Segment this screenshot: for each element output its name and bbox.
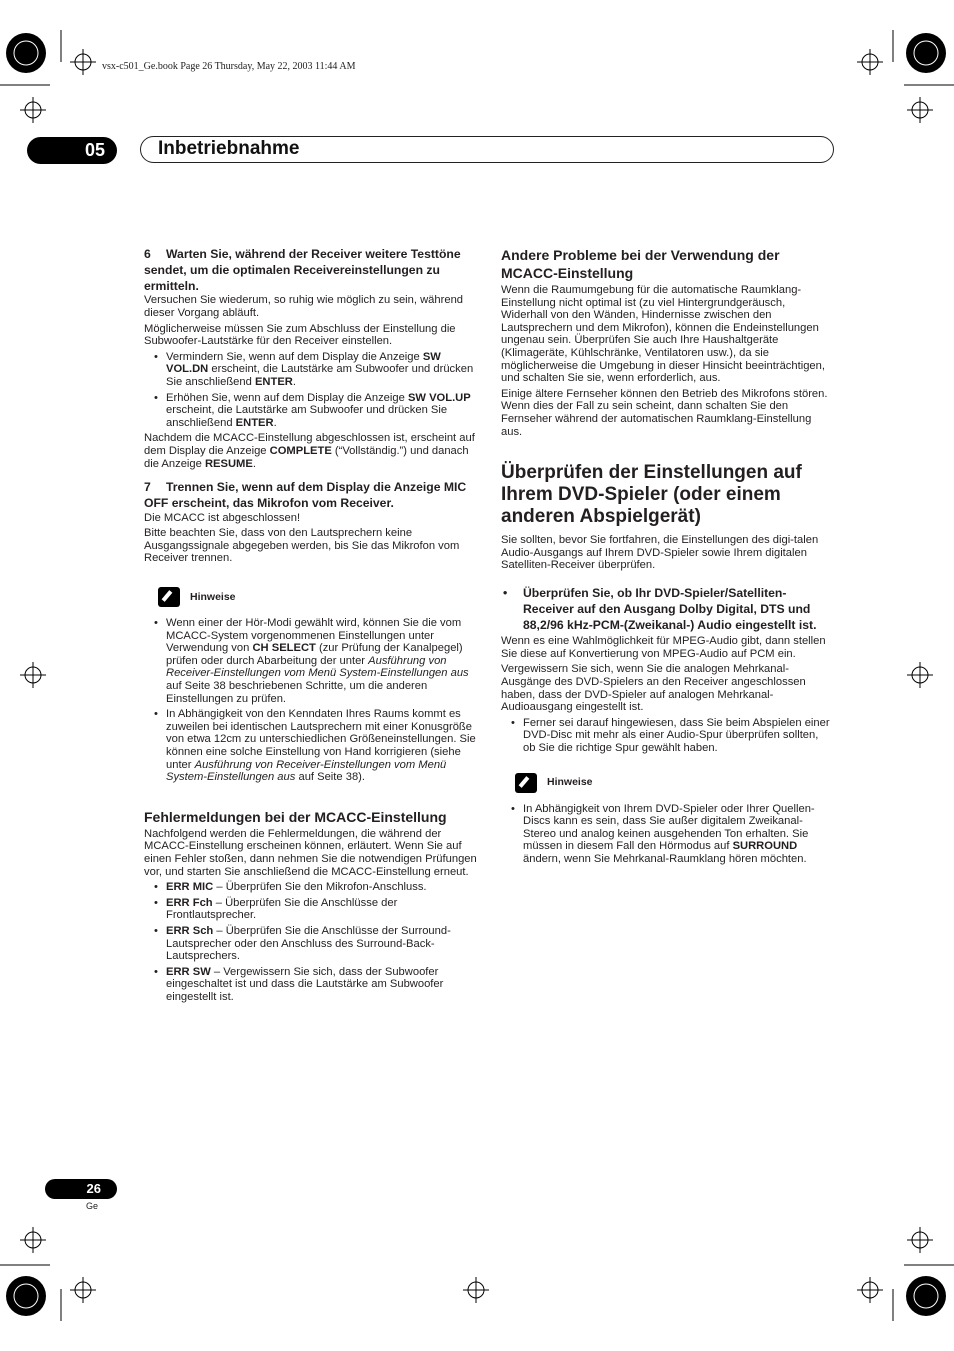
list-item: • Ferner sei darauf hingewiesen, dass Sie beim Abspielen einer DVD-Disc mit mehr als einer Audio-Spur überprüfen sollten, ob Sie die richtige Spur gewählt haben.	[501, 717, 833, 755]
list-item: • In Abhängigkeit von den Kenndaten Ihres Raums kommt es zuweilen bei identischen Lautsprechern mit einer Konusgröße von etwa 12cm zu unterschiedlichen Größeneinstellungen. Sie können eine solche Einstellung von Hand korrigieren (siehe unter Ausführung von Receiver-Einstellungen vom Menü System-Einstellungen aus auf Seite 38).	[144, 708, 478, 784]
right-column	[501, 246, 833, 869]
notes-label: Hinweise	[547, 776, 593, 789]
dvd-settings-heading: Überprüfen der Einstellungen auf Ihrem DVD-Spieler (oder einem anderen Abspielgerät)	[501, 462, 802, 528]
step-6-text-1: Versuchen Sie wiederum, so ruhig wie möglich zu sein, während dieser Vorgang abläuft.	[144, 294, 464, 319]
other-problems-heading: Andere Probleme bei der Verwendung der MCACC-Einstellung	[501, 247, 780, 281]
notes-list	[144, 617, 478, 784]
left-column	[144, 247, 478, 1007]
dvd-mpeg-text: Wenn es eine Wahlmöglichkeit für MPEG-Audio gibt, dann stellen Sie diese auf Konvertierung von MPEG-Audio auf PCM ein.	[501, 635, 826, 660]
list-item: • ERR MIC – Überprüfen Sie den Mikrofon-Anschluss.	[144, 881, 478, 894]
notes-list	[501, 803, 833, 866]
other-problems-text-2: Einige ältere Fernseher können den Betrieb des Mikrofons stören. Wenn dies der Fall zu sein scheint, dann schalten Sie den Fernseher während der automatischen Raumklang-Einstellung aus.	[501, 387, 828, 438]
subwoofer-list	[144, 351, 478, 430]
dvd-analog-text: Vergewissern Sie sich, wenn Sie die analogen Mehrkanal-Ausgänge des DVD-Spielers an den Receiver angeschlossen haben, dass der DVD-Spieler auf analogen Mehrkanal-Audioausgang eingestellt ist.	[501, 663, 806, 714]
page-language: Ge	[86, 1201, 99, 1211]
step-6-text-2: Möglicherweise müssen Sie zum Abschluss der Einstellung die Subwoofer-Lautstärke für den Receiver einstellen.	[144, 322, 456, 348]
complete-text: Nachdem die MCACC-Einstellung abgeschlossen ist, erscheint auf dem Display die Anzeige COMPLETE (“Vollständig.”) und danach die Anzeige RESUME.	[144, 432, 475, 470]
book-info-line: vsx-c501_Ge.book Page 26 Thursday, May 22, 2003 11:44 AM	[102, 61, 356, 72]
dvd-check-bullet: • Überprüfen Sie, ob Ihr DVD-Spieler/Satelliten-Receiver auf den Ausgang Dolby Digital, DTS und 88,2/96 kHz-PCM-(Zweikanal-) Audio eingestellt ist.	[501, 586, 833, 633]
chapter-number-badge: 05	[27, 137, 117, 164]
chapter-title: Inbetriebnahme	[158, 138, 300, 159]
list-item: • ERR Fch – Überprüfen Sie die Anschlüsse der Frontlautsprecher.	[144, 897, 478, 922]
list-item: • Wenn einer der Hör-Modi gewählt wird, können Sie die vom MCACC-System vorgenommenen Einstellungen unter Verwendung von CH SELECT (zur Prüfung der Kanalpegel) prüfen oder durch Abarbeitung der unter Ausführung von Receiver-Einstellungen vom Menü System-Einstellungen aus auf Seite 38 beschriebenen Schritte, um die anderen Einstellungen zu prüfen.	[144, 617, 478, 705]
notes-label: Hinweise	[190, 590, 236, 603]
notes-header	[515, 773, 833, 793]
list-item: • Erhöhen Sie, wenn auf dem Display die Anzeige SW VOL.UP erscheint, die Lautstärke am Subwoofer und drücken Sie anschließend ENTER.	[144, 392, 478, 430]
page-number: 26	[45, 1179, 117, 1199]
step-7-text-2: Bitte beachten Sie, dass von den Lautsprechern keine Ausgangssignale abgegeben werden, bis Sie das Mikrofon vom Receiver trennen.	[144, 527, 460, 565]
other-problems-text-1: Wenn die Raumumgebung für die automatische Raumklang-Einstellung nicht optimal ist (zu viel Hintergrundgeräusch, Widerhall von den Wänden, Hindernisse zwischen den Lautsprechern und dem Mikrofon), können die Endeinstellungen ungenau sein. Überprüfen Sie auch Ihre Haushaltgeräte (Klimageräte, Kühlschränke, Ventilatoren usw.), da sie möglicherweise die Umgebung in dieser Hinsicht beeinträchtigen, und schalten Sie sie, wenn erforderlich, aus.	[501, 284, 825, 385]
list-item: • Vermindern Sie, wenn auf dem Display die Anzeige SW VOL.DN erscheint, die Lautstärke am Subwoofer und drücken Sie anschließend ENTER.	[144, 351, 478, 389]
step-6-title: 6 Warten Sie, während der Receiver weitere Testtöne sendet, um die optimalen Receivereinstellungen zu ermitteln.	[144, 247, 461, 293]
step-7-text-1: Die MCACC ist abgeschlossen!	[144, 511, 301, 524]
error-list	[144, 881, 478, 1003]
list-item: • In Abhängigkeit von Ihrem DVD-Spieler oder Ihrer Quellen-Discs kann es sein, dass Sie außer digitalem Zweikanal-Stereo und analog keinen ausgehenden Ton erhalten. Sie müssen in diesem Fall den Hörmodus auf SURROUND ändern, wenn Sie Mehrkanal-Raumklang hören möchten.	[501, 803, 833, 866]
error-messages-heading: Fehlermeldungen bei der MCACC-Einstellung	[144, 808, 447, 825]
step-7-title: 7 Trennen Sie, wenn auf dem Display die Anzeige MIC OFF erscheint, das Mikrofon vom Receiver.	[144, 480, 467, 510]
list-item: • ERR SW – Vergewissern Sie sich, dass der Subwoofer eingeschaltet ist und dass die Lautstärke am Subwoofer eingestellt ist.	[144, 966, 478, 1004]
note-pencil-icon	[158, 587, 180, 607]
dvd-intro: Sie sollten, bevor Sie fortfahren, die Einstellungen des digi-talen Audio-Ausgangs auf Ihrem DVD-Spieler sowie Ihrem digitalen Satelliten-Receiver überprüfen.	[501, 534, 819, 572]
error-intro: Nachfolgend werden die Fehlermeldungen, die während der MCACC-Einstellung erscheinen können, erläutert. Wenn Sie auf einen Fehler stoßen, dann nehmen Sie die notwendigen Prüfungen vor, und starten Sie anschließend die MCACC-Einstellung erneut.	[144, 827, 477, 878]
note-pencil-icon	[515, 773, 537, 793]
list-item: • ERR Sch – Überprüfen Sie die Anschlüsse der Surround-Lautsprecher oder den Anschluss des Surround-Back-Lautsprechers.	[144, 925, 478, 963]
dvd-list	[501, 717, 833, 755]
notes-header	[158, 587, 478, 607]
